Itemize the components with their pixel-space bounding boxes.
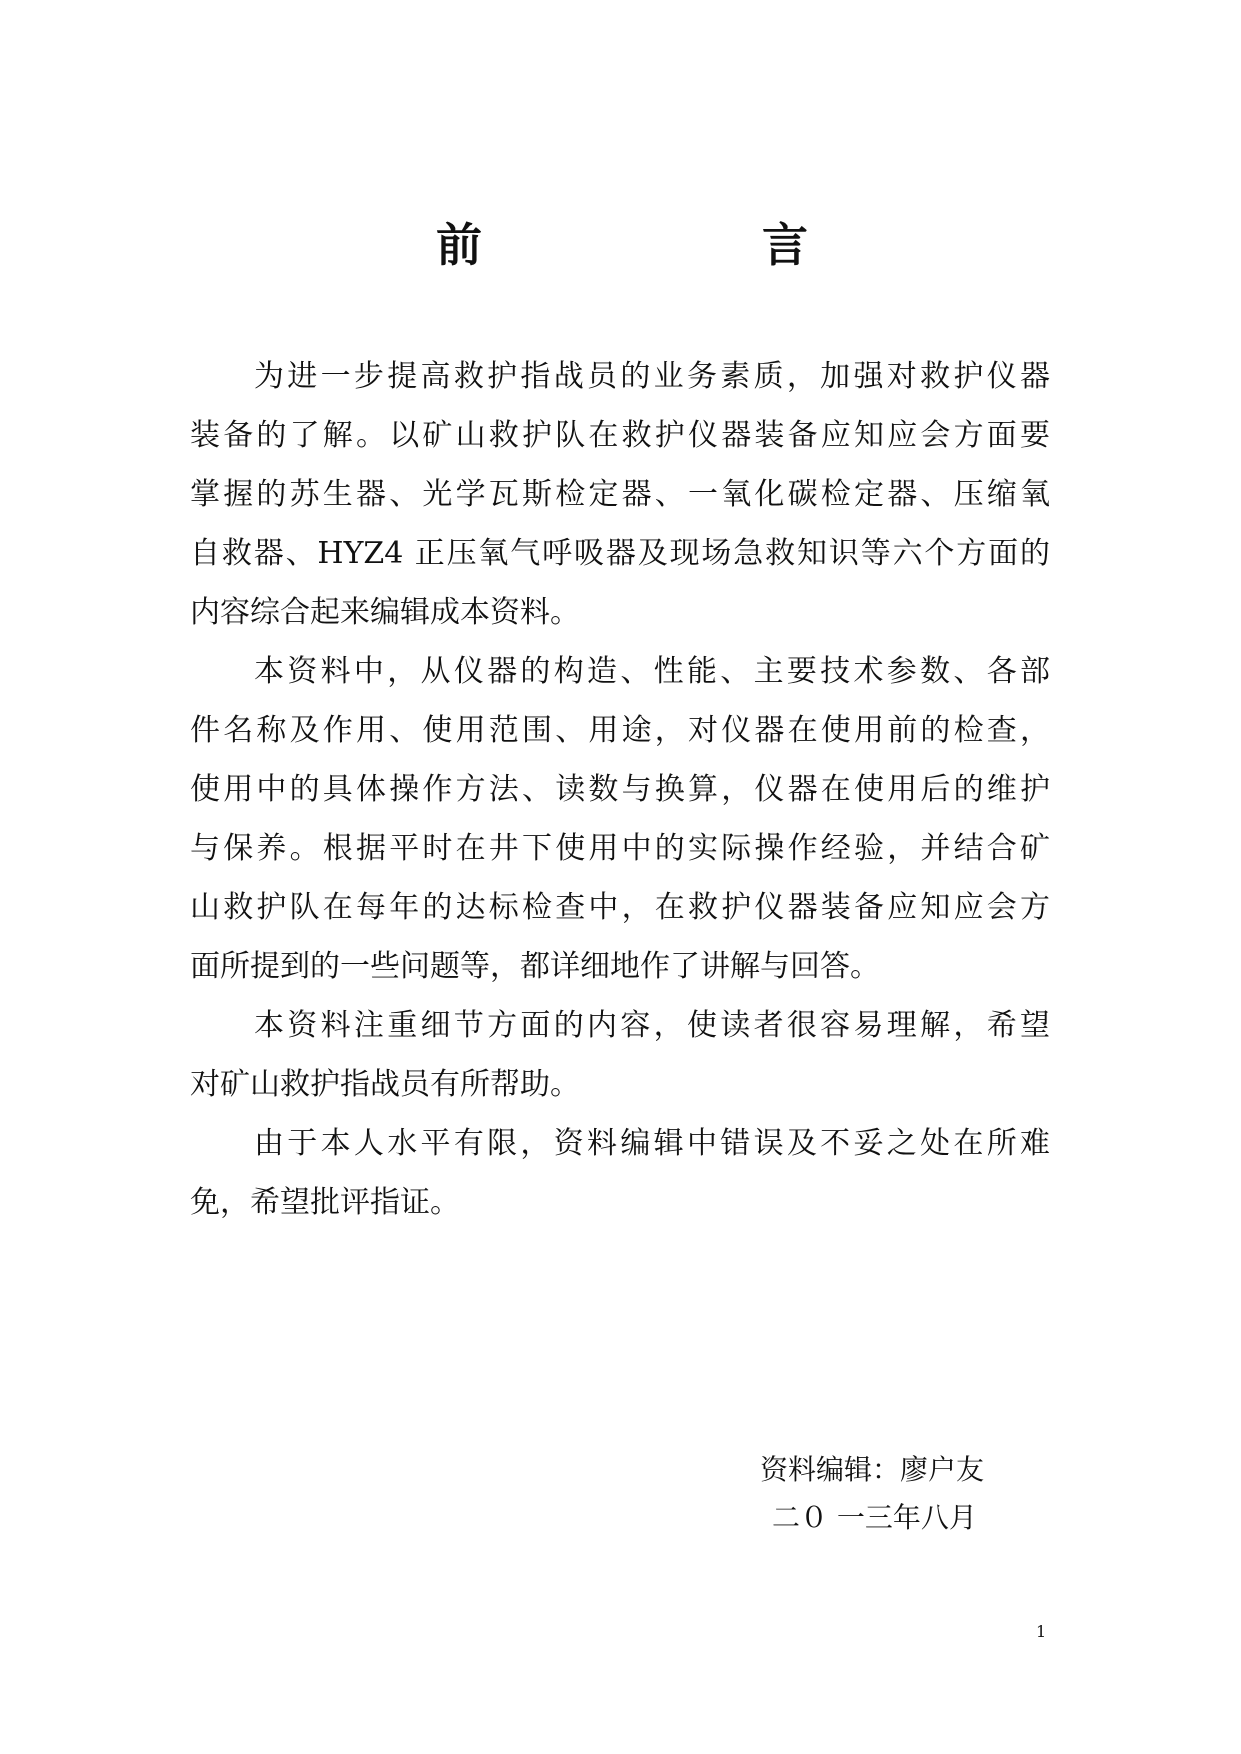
paragraph-line: 内容综合起来编辑成本资料。 — [190, 595, 580, 630]
paragraph-1 — [190, 347, 1050, 642]
title-char-2: 言 — [762, 218, 808, 272]
editor-credit: 资料编辑：廖户友 — [760, 1453, 985, 1486]
paragraph-line: 山救护队在每年的达标检查中，在救护仪器装备应知应会方 — [190, 890, 1050, 925]
paragraph-line: 免，希望批评指证。 — [190, 1185, 460, 1220]
paragraph-line: 对矿山救护指战员有所帮助。 — [190, 1067, 580, 1102]
paragraph-line: 件名称及作用、使用范围、用途，对仪器在使用前的检查， — [190, 713, 1050, 748]
signature-date: 二０ 一三年八月 — [772, 1501, 977, 1534]
paragraph-line: 本资料注重细节方面的内容，使读者很容易理解，希望 — [254, 1008, 1050, 1043]
paragraph-line: 面所提到的一些问题等，都详细地作了讲解与回答。 — [190, 949, 880, 984]
signature-block — [760, 1446, 1020, 1542]
title-char-1: 前 — [436, 218, 482, 272]
paragraph-3 — [190, 996, 1050, 1114]
paragraph-line: 掌握的苏生器、光学瓦斯检定器、一氧化碳检定器、压缩氧 — [190, 477, 1050, 512]
paragraph-line: 使用中的具体操作方法、读数与换算，仪器在使用后的维护 — [190, 772, 1050, 807]
paragraph-line: 为进一步提高救护指战员的业务素质，加强对救护仪器 — [254, 359, 1050, 394]
paragraph-line: 由于本人水平有限，资料编辑中错误及不妥之处在所难 — [254, 1126, 1050, 1161]
paragraph-4 — [190, 1114, 1050, 1232]
page-number: 1 — [1036, 1622, 1047, 1641]
paragraph-line: 装备的了解。以矿山救护队在救护仪器装备应知应会方面要 — [190, 418, 1050, 453]
paragraph-line: 自救器、HYZ4 正压氧气呼吸器及现场急救知识等六个方面的 — [190, 536, 1050, 571]
paragraph-line: 本资料中，从仪器的构造、性能、主要技术参数、各部 — [254, 654, 1050, 689]
paragraph-line: 与保养。根据平时在井下使用中的实际操作经验，并结合矿 — [190, 831, 1050, 866]
page-title — [0, 215, 1241, 275]
paragraph-2 — [190, 642, 1050, 996]
preface-body — [190, 347, 1050, 1232]
